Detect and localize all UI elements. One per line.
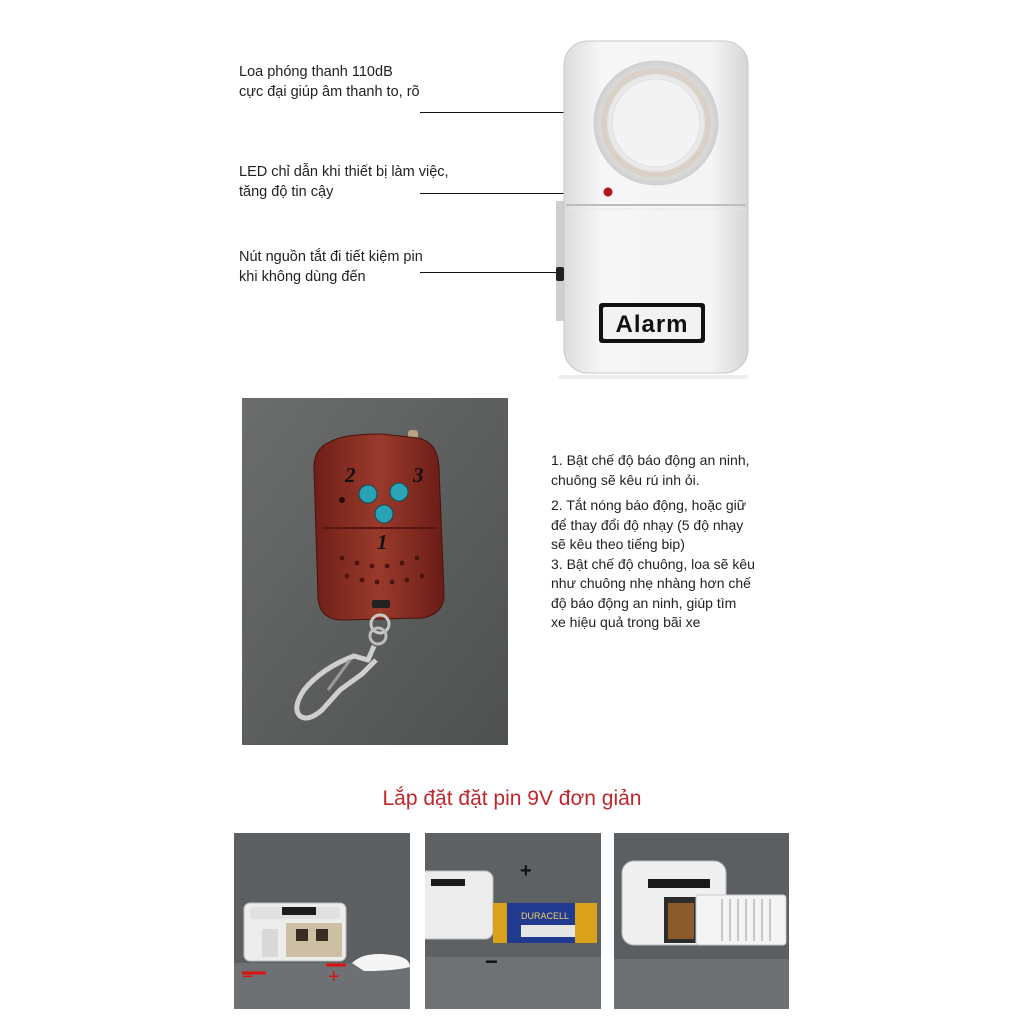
mode-step-2-line2: để thay đổi độ nhạy (5 độ nhạy xyxy=(551,516,744,533)
battery-photo2-plus: + xyxy=(520,860,532,882)
remote-button-number-1: 1 xyxy=(377,530,388,554)
mode-step-1-line1: 1. Bật chế độ báo động an ninh, xyxy=(551,452,750,468)
mode-step-3 xyxy=(551,555,791,633)
mode-step-3-line1: 3. Bật chế độ chuông, loa sẽ kêu xyxy=(551,555,755,572)
remote-modes-description xyxy=(551,451,791,639)
alarm-badge-text: Alarm xyxy=(615,311,689,338)
leader-line-power xyxy=(420,272,558,273)
mode-step-3-line4: xe hiệu quả trong bãi xe xyxy=(551,614,701,630)
callout-led xyxy=(239,162,449,202)
battery-step-photo-1 xyxy=(234,833,410,1009)
remote-button-number-3: 3 xyxy=(413,463,424,487)
battery-section-title: Lắp đặt đặt pin 9V đơn giản xyxy=(382,787,642,810)
battery-photo1-minus: − xyxy=(242,966,254,988)
mode-step-2-line3: sẽ kêu theo tiếng bip) xyxy=(551,536,685,552)
mode-step-2 xyxy=(551,496,791,555)
battery-photo1-plus: + xyxy=(328,966,340,988)
callout-speaker-line1: Loa phóng thanh 110dB xyxy=(239,64,393,80)
mode-step-1-line2: chuông sẽ kêu rú inh ỏi. xyxy=(551,471,700,488)
mode-step-3-line3: độ báo động an ninh, giúp tìm xyxy=(551,594,737,611)
callout-speaker-line2: cực đại giúp âm thanh to, rõ xyxy=(239,84,420,100)
svg-text:DURACELL: DURACELL xyxy=(521,911,570,921)
mode-step-1 xyxy=(551,451,791,490)
callout-led-line1: LED chỉ dẫn khi thiết bị làm việc, xyxy=(239,164,449,180)
callout-power-line1: Nút nguồn tắt đi tiết kiệm pin xyxy=(239,249,423,265)
battery-step-photo-3 xyxy=(614,833,789,1009)
callout-power-line2: khi không dùng đến xyxy=(239,269,366,285)
battery-step-photo-2 xyxy=(425,833,601,1009)
alarm-device-image xyxy=(550,35,760,380)
callout-power xyxy=(239,247,423,287)
callout-speaker xyxy=(239,62,420,102)
remote-button-number-2: 2 xyxy=(345,463,356,487)
battery-photo2-minus: − xyxy=(485,949,498,974)
mode-step-2-line1: 2. Tắt nóng báo động, hoặc giữ xyxy=(551,497,747,513)
remote-control-photo xyxy=(242,398,508,745)
callout-led-line2: tăng độ tin cậy xyxy=(239,184,334,200)
mode-step-3-line2: như chuông nhẹ nhàng hơn chế xyxy=(551,575,751,591)
